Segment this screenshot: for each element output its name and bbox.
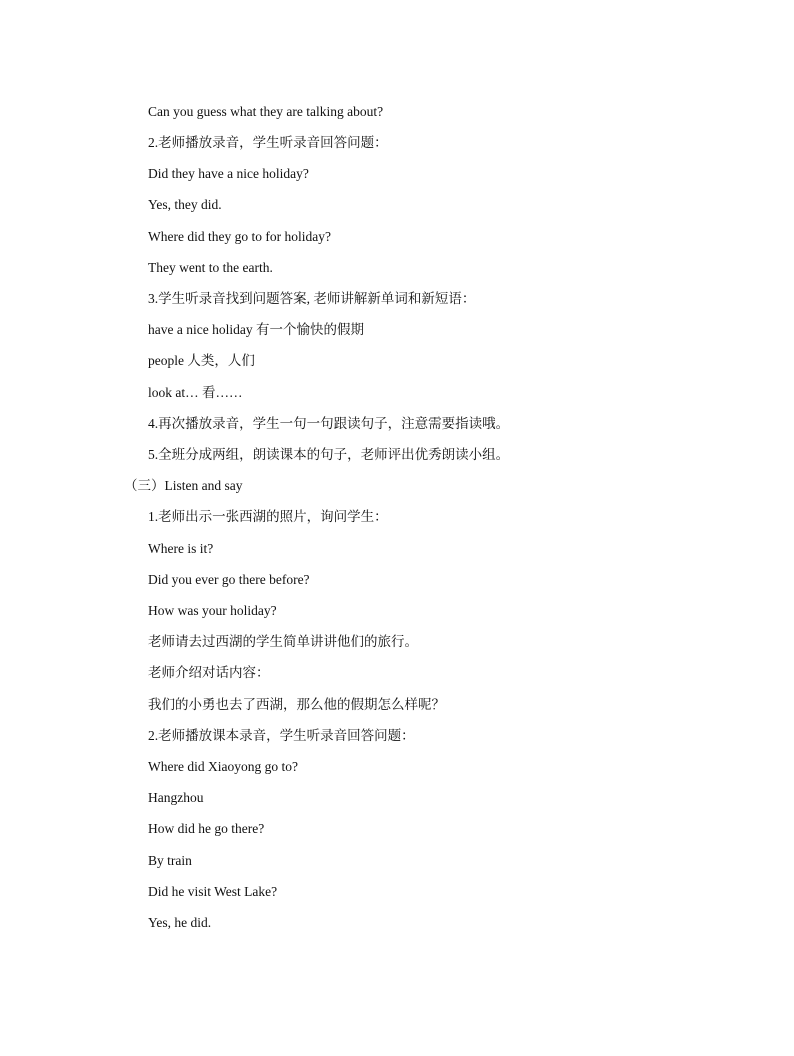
text-line: 老师介绍对话内容： bbox=[148, 665, 270, 680]
text-line: Where did Xiaoyong go to? bbox=[148, 759, 298, 774]
text-line: 4.再次播放录音，学生一句一句跟读句子，注意需要指读哦。 bbox=[148, 416, 510, 431]
text-line: 2.老师播放课本录音，学生听录音回答问题： bbox=[148, 728, 415, 743]
text-line: How was your holiday? bbox=[148, 603, 277, 618]
text-line: look at… 看…… bbox=[148, 385, 243, 400]
section-heading: （三）Listen and say bbox=[124, 478, 243, 493]
text-line: Did they have a nice holiday? bbox=[148, 166, 309, 181]
text-line: By train bbox=[148, 853, 192, 868]
text-line: 3.学生听录音找到问题答案, 老师讲解新单词和新短语： bbox=[148, 291, 476, 306]
text-line: 我们的小勇也去了西湖，那么他的假期怎么样呢？ bbox=[148, 697, 445, 712]
text-line: Can you guess what they are talking about? bbox=[148, 104, 384, 119]
text-line: Where did they go to for holiday? bbox=[148, 229, 331, 244]
text-line: have a nice holiday 有一个愉快的假期 bbox=[148, 322, 364, 337]
text-line: 5.全班分成两组，朗读课本的句子，老师评出优秀朗读小组。 bbox=[148, 447, 510, 462]
text-line: They went to the earth. bbox=[148, 260, 273, 275]
text-line: 2.老师播放录音，学生听录音回答问题： bbox=[148, 135, 388, 150]
text-line: Hangzhou bbox=[148, 790, 204, 805]
text-line: 老师请去过西湖的学生简单讲讲他们的旅行。 bbox=[148, 634, 418, 649]
text-line: Where is it? bbox=[148, 541, 214, 556]
text-line: Yes, they did. bbox=[148, 197, 222, 212]
text-line: Did he visit West Lake? bbox=[148, 884, 278, 899]
text-line: 1.老师出示一张西湖的照片，询问学生： bbox=[148, 509, 388, 524]
text-line: Did you ever go there before? bbox=[148, 572, 310, 587]
text-line: How did he go there? bbox=[148, 821, 265, 836]
text-line: Yes, he did. bbox=[148, 915, 212, 930]
text-line: people 人类，人们 bbox=[148, 353, 255, 368]
